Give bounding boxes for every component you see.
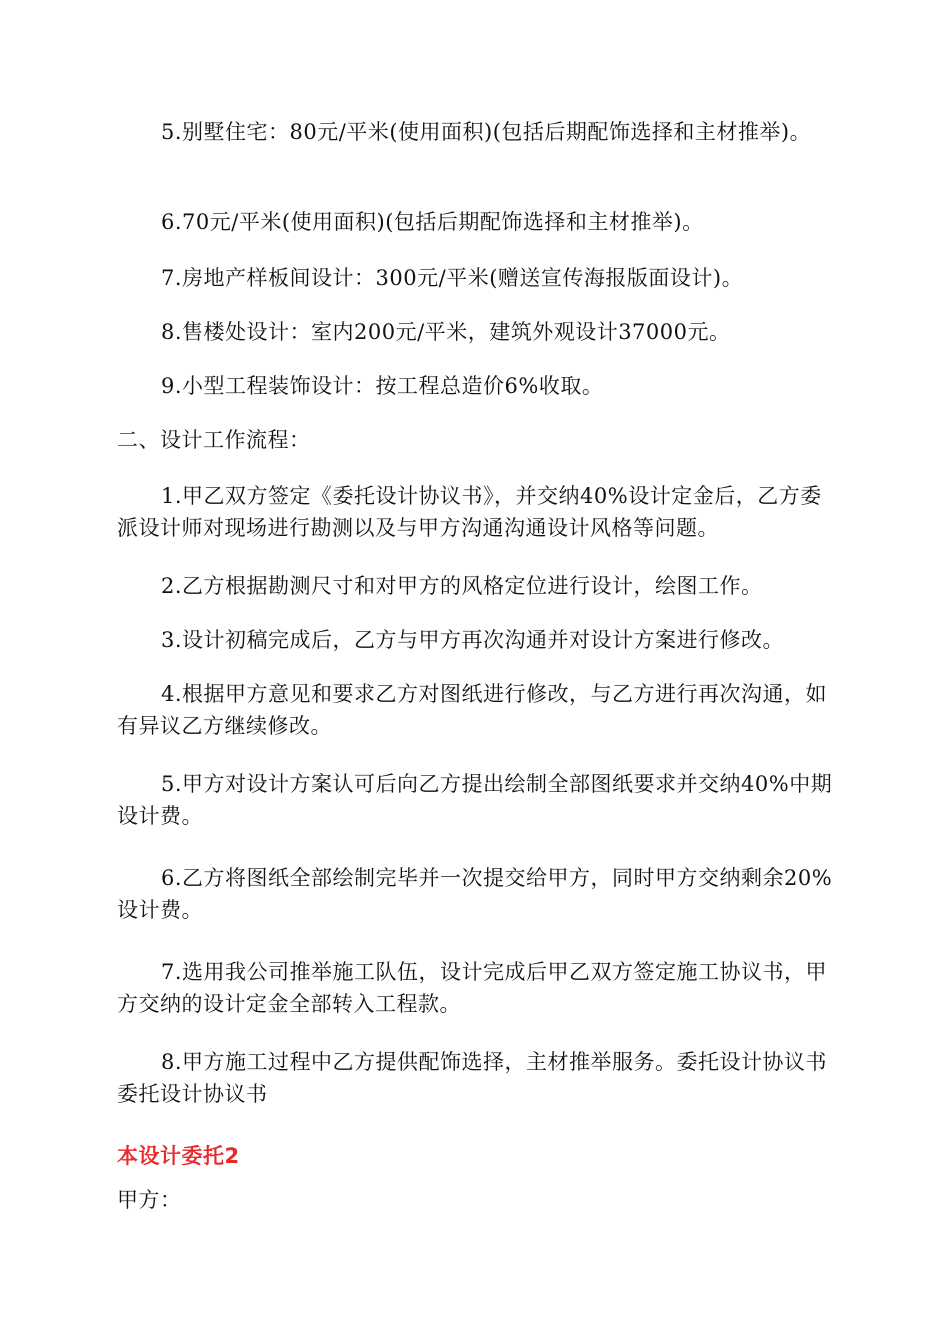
fee-item-8: 8.售楼处设计：室内200元/平米，建筑外观设计37000元。 xyxy=(161,320,731,344)
party-a-label: 甲方： xyxy=(117,1188,182,1212)
workflow-step-7: 7.选用我公司推举施工队伍，设计完成后甲乙双方签定施工协议书，甲方交纳的设计定金全部转入工程款。 xyxy=(117,960,828,1016)
workflow-step-3: 3.设计初稿完成后，乙方与甲方再次沟通并对设计方案进行修改。 xyxy=(161,628,785,652)
fee-item-6: 6.70元/平米(使用面积)(包括后期配饰选择和主材推举)。 xyxy=(161,210,704,234)
section-title: 本设计委托2 xyxy=(117,1144,240,1168)
workflow-step-5: 5.甲方对设计方案认可后向乙方提出绘制全部图纸要求并交纳40%中期设计费。 xyxy=(117,772,833,828)
fee-item-7: 7.房地产样板间设计：300元/平米(赠送宣传海报版面设计)。 xyxy=(161,266,744,290)
workflow-step-4: 4.根据甲方意见和要求乙方对图纸进行修改，与乙方进行再次沟通，如有异议乙方继续修改。 xyxy=(117,682,828,738)
workflow-step-8: 8.甲方施工过程中乙方提供配饰选择，主材推举服务。委托设计协议书委托设计协议书 xyxy=(117,1050,828,1106)
workflow-heading: 二、设计工作流程： xyxy=(117,428,311,452)
workflow-step-2: 2.乙方根据勘测尺寸和对甲方的风格定位进行设计，绘图工作。 xyxy=(161,574,763,598)
fee-item-5: 5.别墅住宅：80元/平米(使用面积)(包括后期配饰选择和主材推举)。 xyxy=(161,120,812,144)
workflow-step-1: 1.甲乙双方签定《委托设计协议书》，并交纳40%设计定金后，乙方委派设计师对现场进行勘测以及与甲方沟通沟通设计风格等问题。 xyxy=(117,484,822,540)
fee-item-9: 9.小型工程装饰设计：按工程总造价6%收取。 xyxy=(161,374,604,398)
workflow-step-6: 6.乙方将图纸全部绘制完毕并一次提交给甲方，同时甲方交纳剩余20%设计费。 xyxy=(117,866,833,922)
